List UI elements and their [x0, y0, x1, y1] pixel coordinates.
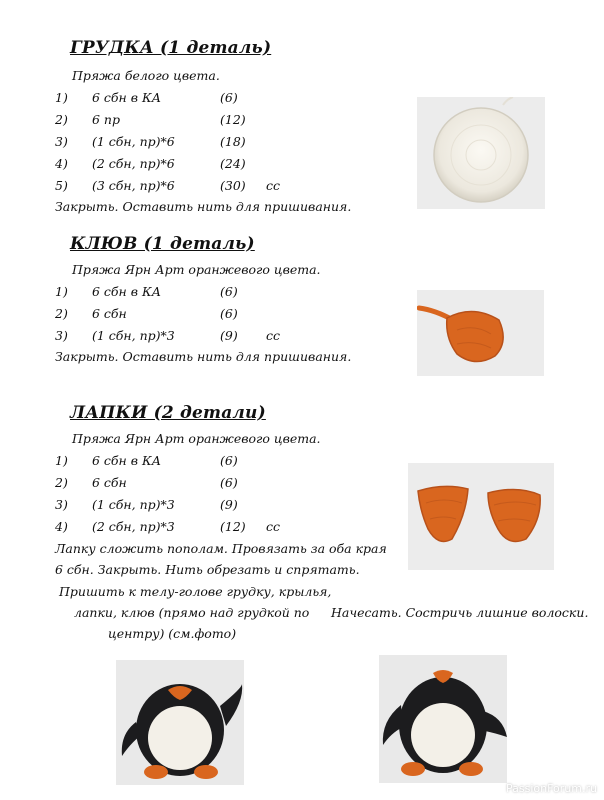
row-instruction: (3 сбн, пр)*6 [92, 178, 175, 193]
row-stitch-count: (6) [220, 306, 238, 321]
row-instruction: 6 сбн [92, 306, 127, 321]
photo-penguin-right [379, 655, 507, 783]
row-num: 2) [55, 475, 68, 490]
row-stitch-count: (18) [220, 134, 246, 149]
row-stitch-count: (9) [220, 497, 238, 512]
row-stitch-count: (12) [220, 112, 246, 127]
section-title-beak: КЛЮВ (1 деталь) [70, 234, 255, 254]
row-instruction: (2 сбн, пр)*3 [92, 519, 175, 534]
row-instruction: 6 сбн в КА [92, 453, 162, 468]
assembly-line-2: лапки, клюв (прямо над грудкой по [74, 605, 310, 620]
row-stitch-count: (6) [220, 284, 238, 299]
row-stitch-count: (30) [220, 178, 246, 193]
row-instruction: 6 пр [92, 112, 120, 127]
row-instruction: (1 сбн, пр)*3 [92, 328, 175, 343]
row-num: 3) [55, 328, 68, 343]
row-num: 2) [55, 112, 68, 127]
row-stitch-count: (6) [220, 475, 238, 490]
assembly-right-note: Начесать. Состричь лишние волоски. [331, 605, 589, 620]
section-title-breast: ГРУДКА (1 деталь) [70, 38, 272, 58]
row-instruction: 6 сбн в КА [92, 284, 162, 299]
assembly-line-1: Пришить к телу-голове грудку, крылья, [59, 584, 332, 599]
row-instruction: 6 сбн [92, 475, 127, 490]
row-note: сс [266, 519, 281, 534]
row-stitch-count: (9) [220, 328, 238, 343]
row-num: 3) [55, 497, 68, 512]
finish-note-feet-line2: 6 сбн. Закрыть. Нить обрезать и спрятать. [55, 562, 360, 577]
photo-feet-pieces [408, 463, 554, 570]
row-stitch-count: (24) [220, 156, 246, 171]
row-num: 3) [55, 134, 68, 149]
row-num: 5) [55, 178, 68, 193]
row-instruction: (1 сбн, пр)*6 [92, 134, 175, 149]
finish-note-beak: Закрыть. Оставить нить для пришивания. [55, 349, 352, 364]
yarn-note-beak: Пряжа Ярн Арт оранжевого цвета. [72, 262, 321, 277]
photo-penguin-left [116, 660, 244, 785]
row-num: 2) [55, 306, 68, 321]
row-note: сс [266, 178, 281, 193]
section-title-feet: ЛАПКИ (2 детали) [70, 403, 266, 423]
row-num: 4) [55, 519, 68, 534]
photo-beak-piece [417, 290, 544, 376]
row-stitch-count: (12) [220, 519, 246, 534]
row-num: 1) [55, 284, 68, 299]
row-num: 1) [55, 453, 68, 468]
row-stitch-count: (6) [220, 90, 238, 105]
finish-note-breast: Закрыть. Оставить нить для пришивания. [55, 199, 352, 214]
assembly-line-3: центру) (см.фото) [108, 626, 237, 641]
row-num: 4) [55, 156, 68, 171]
photo-breast-piece [417, 97, 545, 209]
yarn-note-feet: Пряжа Ярн Арт оранжевого цвета. [72, 431, 321, 446]
yarn-note-breast: Пряжа белого цвета. [72, 68, 220, 83]
watermark: PassionForum.ru [506, 782, 597, 795]
row-instruction: 6 сбн в КА [92, 90, 162, 105]
row-instruction: (2 сбн, пр)*6 [92, 156, 175, 171]
finish-note-feet-line1: Лапку сложить пополам. Провязать за оба края [55, 541, 387, 556]
row-stitch-count: (6) [220, 453, 238, 468]
row-note: сс [266, 328, 281, 343]
row-num: 1) [55, 90, 68, 105]
row-instruction: (1 сбн, пр)*3 [92, 497, 175, 512]
